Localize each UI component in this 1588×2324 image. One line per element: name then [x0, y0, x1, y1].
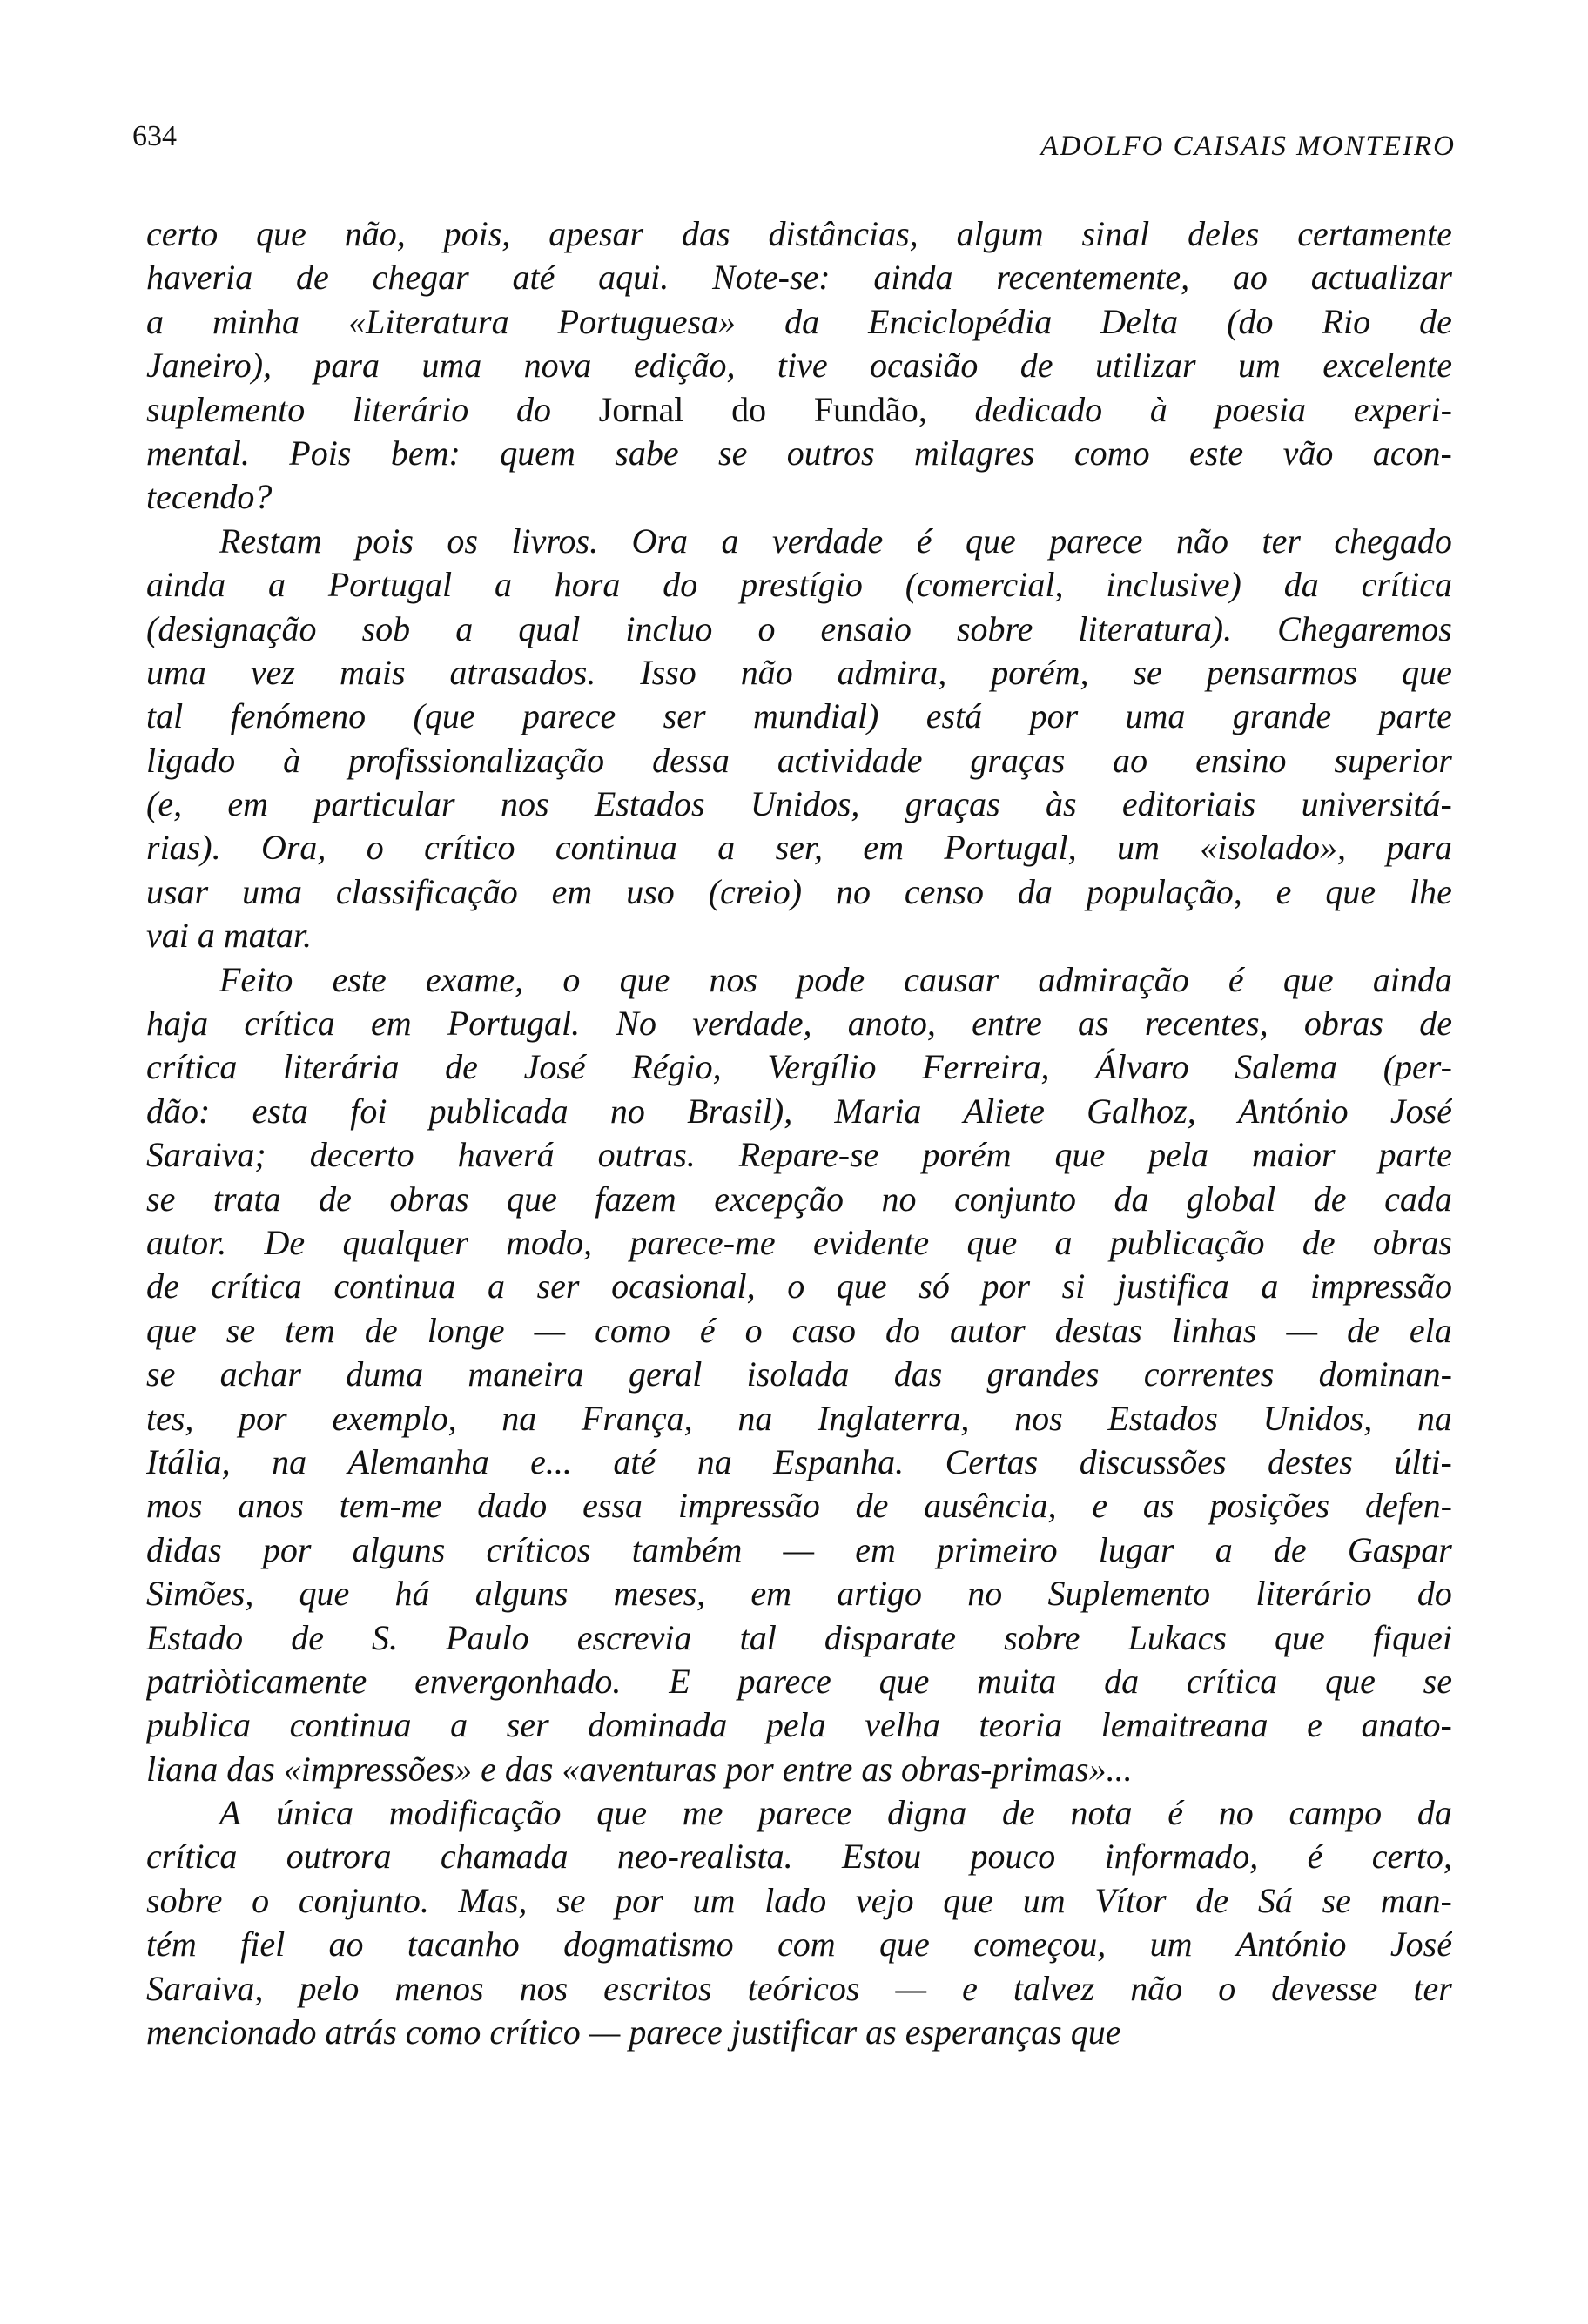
page-header	[132, 120, 1456, 164]
body-text	[146, 212, 1452, 2054]
text-line: dão: esta foi publicada no Brasil), Maria Aliete Galhoz, António José	[146, 1091, 1452, 1131]
text-line: se trata de obras que fazem excepção no conjunto da global de cada	[146, 1179, 1452, 1219]
text-line: haveria de chegar até aqui. Note-se: ainda recentemente, ao actualizar	[146, 258, 1452, 298]
text-line: tes, por exemplo, na França, na Inglaterra, nos Estados Unidos, na	[146, 1398, 1452, 1438]
text-line: liana das «impressões» e das «aventuras por entre as obras-primas»...	[146, 1749, 1133, 1789]
text-line: que se tem de longe — como é o caso do autor destas linhas — de ela	[146, 1310, 1452, 1350]
text-line: ligado à profissionalização dessa actividade graças ao ensino superior	[146, 740, 1452, 780]
text-line: A única modificação que me parece digna de nota é no campo da	[219, 1793, 1452, 1833]
text-line: suplemento literário do Jornal do Fundão, dedicado à poesia experi-	[146, 389, 1452, 429]
text-line: uma vez mais atrasados. Isso não admira, porém, se pensarmos que	[146, 652, 1452, 692]
text-line: crítica literária de José Régio, Vergílio Ferreira, Álvaro Salema (per-	[146, 1047, 1452, 1087]
paragraph	[146, 520, 1452, 958]
paragraph	[146, 958, 1452, 1791]
text-line: se achar duma maneira geral isolada das grandes correntes dominan-	[146, 1354, 1452, 1394]
text-line: (designação sob a qual incluo o ensaio sobre literatura). Chegaremos	[146, 608, 1452, 648]
page-number: 634	[132, 120, 177, 152]
text-line: haja crítica em Portugal. No verdade, anoto, entre as recentes, obras de	[146, 1004, 1452, 1044]
text-line: rias). Ora, o crítico continua a ser, em Portugal, um «isolado», para	[146, 828, 1452, 868]
text-line: Itália, na Alemanha e... até na Espanha. Certas discussões destes últi-	[146, 1441, 1452, 1481]
text-line: Simões, que há alguns meses, em artigo no Suplemento literário do	[146, 1574, 1452, 1614]
text-line: sobre o conjunto. Mas, se por um lado vejo que um Vítor de Sá se man-	[146, 1880, 1452, 1920]
text-line: Restam pois os livros. Ora a verdade é que parece não ter chegado	[219, 521, 1452, 561]
text-line: usar uma classificação em uso (creio) no censo da população, e que lhe	[146, 871, 1452, 911]
text-line: patriòticamente envergonhado. E parece que muita da crítica que se	[146, 1661, 1452, 1701]
text-line: vai a matar.	[146, 916, 312, 956]
paragraph	[146, 212, 1452, 520]
text-line: mental. Pois bem: quem sabe se outros milagres como este vão acon-	[146, 433, 1452, 473]
text-line: de crítica continua a ser ocasional, o que só por si justifica a impressão	[146, 1266, 1452, 1306]
text-line: tém fiel ao tacanho dogmatismo com que começou, um António José	[146, 1924, 1452, 1965]
text-line: publica continua a ser dominada pela velha teoria lemaitreana e anato-	[146, 1705, 1452, 1745]
text-line: tecendo?	[146, 477, 273, 517]
text-line: Saraiva, pelo menos nos escritos teóricos — e talvez não o devesse ter	[146, 1968, 1452, 2008]
text-line: Feito este exame, o que nos pode causar admiração é que ainda	[219, 959, 1452, 999]
text-line: didas por alguns críticos também — em primeiro lugar a de Gaspar	[146, 1529, 1452, 1569]
text-line: mencionado atrás como crítico — parece justificar as esperanças que	[146, 2012, 1121, 2052]
text-line: tal fenómeno (que parece ser mundial) está por uma grande parte	[146, 696, 1452, 736]
text-line: crítica outrora chamada neo-realista. Estou pouco informado, é certo,	[146, 1837, 1452, 1877]
text-line: (e, em particular nos Estados Unidos, graças às editoriais universitá-	[146, 784, 1452, 824]
text-line: Janeiro), para uma nova edição, tive ocasião de utilizar um excelente	[146, 346, 1452, 386]
text-line: autor. De qualquer modo, parece-me evidente que a publicação de obras	[146, 1222, 1452, 1262]
text-line: a minha «Literatura Portuguesa» da Enciclopédia Delta (do Rio de	[146, 301, 1452, 341]
text-line: mos anos tem-me dado essa impressão de ausência, e as posições defen-	[146, 1486, 1452, 1526]
text-line: ainda a Portugal a hora do prestígio (comercial, inclusive) da crítica	[146, 565, 1452, 605]
running-head: ADOLFO CAISAIS MONTEIRO	[1040, 131, 1456, 162]
text-line: certo que não, pois, apesar das distâncias, algum sinal deles certamente	[146, 214, 1452, 253]
text-line: Saraiva; decerto haverá outras. Repare-se porém que pela maior parte	[146, 1135, 1452, 1175]
text-line: Estado de S. Paulo escrevia tal disparate sobre Lukacs que fiquei	[146, 1617, 1452, 1657]
paragraph	[146, 1791, 1452, 2054]
